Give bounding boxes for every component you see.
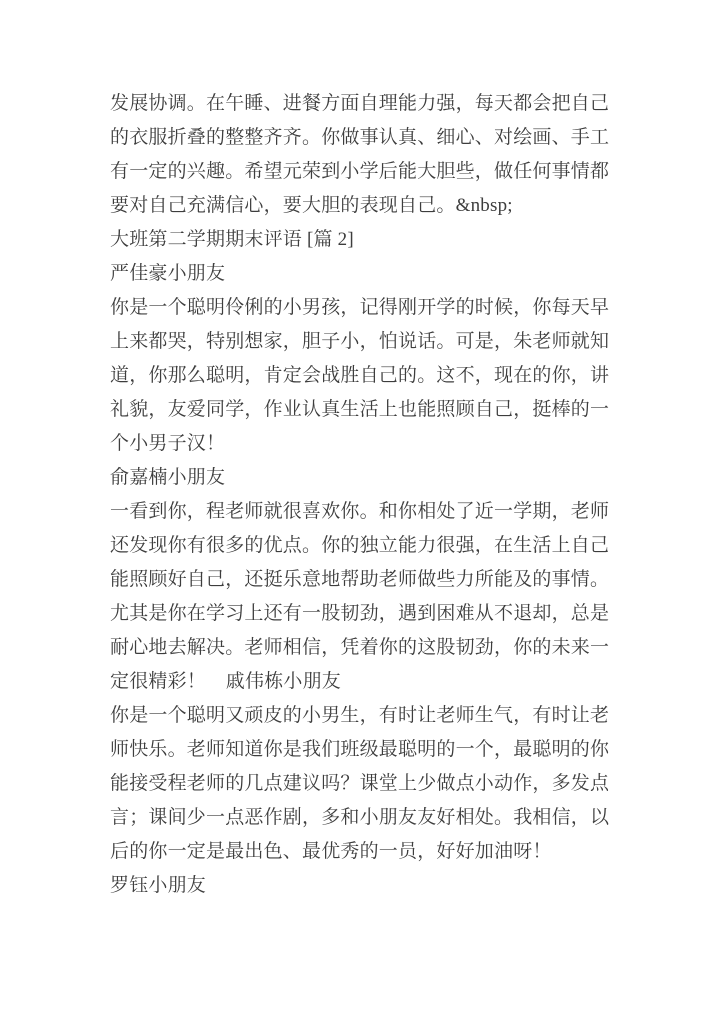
text-line: 能照顾好自己，还挺乐意地帮助老师做些力所能及的事情。 xyxy=(110,569,610,590)
student-name-line: 罗钰小朋友 xyxy=(110,875,207,896)
text-line: 言；课间少一点恶作剧，多和小朋友友好相处。我相信，以 xyxy=(110,807,610,828)
text-line: 发展协调。在午睡、进餐方面自理能力强，每天都会把自己 xyxy=(110,93,610,114)
student-name-luoyu xyxy=(110,869,614,903)
text-line: 要对自己充满信心，要大胆的表现自己。&nbsp; xyxy=(110,195,513,216)
student-name-line: 严佳豪小朋友 xyxy=(110,263,226,284)
text-line: 道，你那么聪明，肯定会战胜自己的。这不，现在的你，讲 xyxy=(110,365,610,386)
text-line: 后的你一定是最出色、最优秀的一员，好好加油呀！ xyxy=(110,841,552,862)
section-title xyxy=(110,223,614,257)
text-line: 你是一个聪明又顽皮的小男生，有时让老师生气，有时让老 xyxy=(110,705,610,726)
text-line: 定很精彩！ 戚伟栋小朋友 xyxy=(110,671,342,692)
student-name-yujianan xyxy=(110,461,614,495)
student-name-yanjiahao xyxy=(110,257,614,291)
text-line: 尤其是你在学习上还有一股韧劲，遇到困难从不退却，总是 xyxy=(110,603,610,624)
text-line: 能接受程老师的几点建议吗？课堂上少做点小动作，多发点 xyxy=(110,773,610,794)
section-title-line: 大班第二学期期末评语 [篇 2] xyxy=(110,229,354,250)
text-line: 还发现你有很多的优点。你的独立能力很强，在生活上自己 xyxy=(110,535,610,556)
text-line: 你是一个聪明伶俐的小男孩，记得刚开学的时候，你每天早 xyxy=(110,297,610,318)
text-line: 上来都哭，特别想家，胆子小，怕说话。可是，朱老师就知 xyxy=(110,331,610,352)
text-line: 一看到你，程老师就很喜欢你。和你相处了近一学期，老师 xyxy=(110,501,610,522)
text-line: 耐心地去解决。老师相信，凭着你的这股韧劲，你的未来一 xyxy=(110,637,610,658)
paragraph-qiweidong-evaluation xyxy=(110,699,614,869)
student-name-line: 俞嘉楠小朋友 xyxy=(110,467,226,488)
text-line: 个小男子汉！ xyxy=(110,433,226,454)
paragraph-yanjiahao-evaluation xyxy=(110,291,614,461)
text-line: 的衣服折叠的整整齐齐。你做事认真、细心、对绘画、手工 xyxy=(110,127,610,148)
document-content xyxy=(110,87,614,903)
text-line: 礼貌，友爱同学，作业认真生活上也能照顾自己，挺棒的一 xyxy=(110,399,610,420)
text-line: 师快乐。老师知道你是我们班级最聪明的一个，最聪明的你 xyxy=(110,739,610,760)
paragraph-yujianan-evaluation xyxy=(110,495,614,699)
text-line: 有一定的兴趣。希望元荣到小学后能大胆些，做任何事情都 xyxy=(110,161,610,182)
paragraph-evaluation-continuation xyxy=(110,87,614,223)
